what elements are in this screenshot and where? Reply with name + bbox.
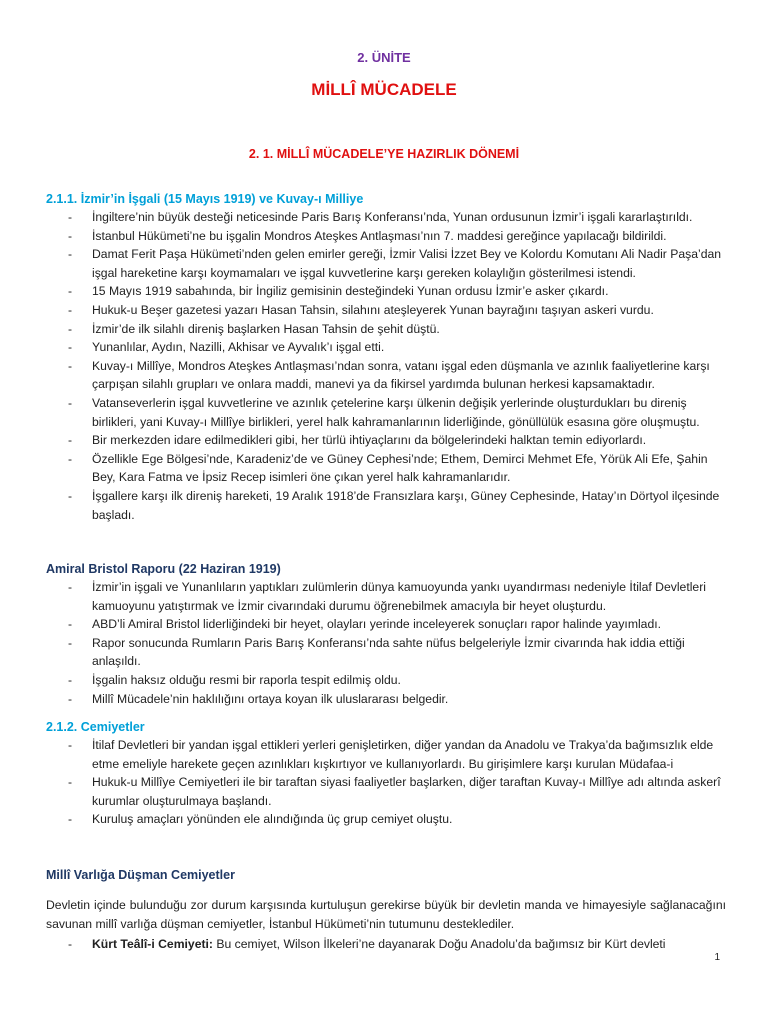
- dash-mark: -: [68, 228, 73, 243]
- list-item-text: Özellikle Ege Bölgesi’nde, Karadeniz’de ve Güney Cephesi’nde; Ethem, Demirci Mehmet Efe, Yörük Ali Efe, Şahin Bey, Kara Fatma ve İpsiz Recep isimleri öne çıkan yerel halk kahramanlarıdır.: [92, 451, 708, 485]
- list-item-text: Hukuk-u Millîye Cemiyetleri ile bir taraftan siyasi faaliyetler başlarken, diğer taraftan Kuvay-ı Millîye adı altında askerî kurumlar oluşturulmaya başlandı.: [92, 775, 721, 808]
- page-number: 1: [714, 952, 720, 963]
- list-item: [46, 578, 726, 615]
- list-item: [46, 245, 726, 282]
- dash-mark: -: [68, 284, 73, 299]
- dash-mark: -: [68, 395, 73, 410]
- list-item-text: İstanbul Hükümeti’ne bu işgalin Mondros Ateşkes Antlaşması’nın 7. maddesi gereğince yapılacağı bildirildi.: [92, 228, 667, 243]
- dash-mark: -: [68, 937, 73, 952]
- list-item-text: Bir merkezden idare edilmedikleri gibi, her türlü ihtiyaçlarını da bölgelerindeki halktan temin ediyorlardı.: [92, 433, 647, 448]
- list-item: [46, 935, 726, 954]
- item-bold-label: Kürt Teâlî-i Cemiyeti:: [92, 937, 213, 952]
- unit-label: 2. ÜNİTE: [357, 50, 411, 65]
- section-title: 2. 1. MİLLÎ MÜCADELE’YE HAZIRLIK DÖNEMİ: [248, 147, 520, 161]
- list-item: [46, 773, 726, 810]
- dash-mark: -: [68, 302, 73, 317]
- section-cemiyetler: [46, 720, 726, 829]
- list-item: [46, 208, 726, 227]
- list-dusman-cemiyetler: [46, 935, 726, 954]
- heading-izmir: 2.1.1. İzmir’in İşgali (15 Mayıs 1919) ve Kuvay-ı Milliye: [46, 192, 364, 206]
- dash-mark: -: [68, 433, 73, 448]
- heading-dusman-cemiyetler: Millî Varlığa Düşman Cemiyetler: [46, 868, 235, 882]
- list-item: [46, 810, 726, 829]
- list-item: [46, 634, 726, 671]
- heading-cemiyetler: 2.1.2. Cemiyetler: [46, 720, 145, 734]
- dash-mark: -: [68, 488, 73, 503]
- section-dusman-cemiyetler: [46, 868, 726, 954]
- dash-mark: -: [68, 358, 73, 373]
- heading-bristol: Amiral Bristol Raporu (22 Haziran 1919): [46, 562, 281, 576]
- list-item-text: Hukuk-u Beşer gazetesi yazarı Hasan Tahsin, silahını ateşleyerek Yunan bayrağını taşıyan askeri vurdu.: [92, 302, 654, 317]
- list-item: [46, 301, 726, 320]
- list-item-text: 15 Mayıs 1919 sabahında, bir İngiliz gemisinin desteğindeki Yunan ordusu İzmir’e asker çıkardı.: [92, 284, 609, 299]
- dash-mark: -: [68, 672, 73, 687]
- dash-mark: -: [68, 635, 73, 650]
- list-item-text: İtilaf Devletleri bir yandan işgal ettikleri yerleri genişletirken, diğer yandan da Anadolu ve Trakya’da bağımsızlık elde etme emeliyle harekete geçen azınlıkları kışkırtıyor ve kullanıyorlardı. Bu girişimlere karşı kurulan Müdafaa-i: [92, 738, 714, 771]
- dash-mark: -: [68, 691, 73, 706]
- list-item-text: Rapor sonucunda Rumların Paris Barış Konferansı’nda sahte nüfus belgeleriyle İzmir civarında hak iddia ettiği anlaşıldı.: [92, 635, 685, 669]
- dash-mark: -: [68, 321, 73, 336]
- dash-mark: -: [68, 738, 73, 752]
- dash-mark: -: [68, 451, 73, 466]
- list-item-text: Kuruluş amaçları yönünden ele alındığında üç grup cemiyet oluştu.: [92, 812, 453, 827]
- list-item-text: İşgalin haksız olduğu resmi bir raporla tespit edilmiş oldu.: [92, 672, 401, 687]
- paragraph-dusman-cemiyetler: Devletin içinde bulunduğu zor durum karşısında kurtuluşun gerekirse büyük bir devletin manda ve himayesiyle sağlanacağını savunan millî varlığa düşman cemiyetler, İstanbul Hükümeti’nin tutumunu desteklediler.: [46, 898, 726, 931]
- list-item-text: ABD’li Amiral Bristol liderliğindeki bir heyet, olayları yerinde inceleyerek sonuçları rapor halinde yayımladı.: [92, 617, 662, 632]
- list-item: [46, 227, 726, 246]
- list-bristol: [46, 578, 726, 708]
- dash-mark: -: [68, 775, 73, 790]
- list-item-text: İşgallere karşı ilk direniş hareketi, 19 Aralık 1918’de Fransızlara karşı, Güney Cephesinde, Hatay’ın Dörtyol ilçesinde başladı.: [92, 488, 720, 522]
- section-bristol: [46, 562, 726, 708]
- list-item-text: Kuvay-ı Millîye, Mondros Ateşkes Antlaşması’ndan sonra, vatanı işgal eden düşmanla ve azınlık faaliyetlerine karşı çarpışan silahlı grupları ve onlara maddi, manevi ya da fikirsel yardımda bulunan herkesi kapsamaktadır.: [92, 358, 710, 392]
- list-izmir: [46, 208, 726, 524]
- list-item: [46, 671, 726, 690]
- list-item-text: Yunanlılar, Aydın, Nazilli, Akhisar ve Ayvalık’ı işgal etti.: [92, 340, 385, 355]
- list-item-text: İzmir’in işgali ve Yunanlıların yaptıkları zulümlerin dünya kamuoyunda yankı uyandırması nedeniyle İtilaf Devletleri kamuoyunu yatıştırmak ve İzmir civarındaki durumu öğrenebilmek amacıyla bir heyet oluşturdu.: [92, 580, 706, 613]
- list-item: [46, 320, 726, 339]
- list-item-text: Millî Mücadele’nin haklılığını ortaya koyan ilk uluslararası belgedir.: [92, 691, 449, 706]
- list-item: [46, 736, 726, 773]
- section-izmir: [46, 192, 726, 524]
- list-item: [46, 450, 726, 487]
- item-text: Bu cemiyet, Wilson İlkeleri’ne dayanarak Doğu Anadolu’da bağımsız bir Kürt devleti: [213, 937, 666, 952]
- dash-mark: -: [68, 340, 73, 355]
- dash-mark: -: [68, 812, 73, 827]
- dash-mark: -: [68, 247, 73, 262]
- dash-mark: -: [68, 617, 73, 632]
- list-item-text: İngiltere’nin büyük desteği neticesinde Paris Barış Konferansı’nda, Yunan ordusunun İzmir’i işgali kararlaştırıldı.: [92, 210, 693, 224]
- list-item: [46, 487, 726, 524]
- list-item-text: Damat Ferit Paşa Hükümeti’nden gelen emirler gereği, İzmir Valisi İzzet Bey ve Kolordu Komutanı Ali Nadir Paşa’dan işgal hareketine karşı koymamaları ve işgal kuvvetlerine karşı gereken kolaylığın gösterilmesi istendi.: [92, 247, 722, 280]
- dash-mark: -: [68, 210, 73, 224]
- dash-mark: -: [68, 580, 73, 594]
- list-cemiyetler: [46, 736, 726, 829]
- main-title: MİLLÎ MÜCADELE: [311, 80, 457, 99]
- list-item: [46, 394, 726, 431]
- list-item: [46, 338, 726, 357]
- list-item: [46, 615, 726, 634]
- list-item: [46, 282, 726, 301]
- list-item: [46, 690, 726, 709]
- list-item-text: İzmir’de ilk silahlı direniş başlarken Hasan Tahsin de şehit düştü.: [92, 321, 440, 336]
- list-item: [46, 431, 726, 450]
- list-item-text: Vatanseverlerin işgal kuvvetlerine ve azınlık çetelerine karşı ülkenin değişik yerlerinde oluşturdukları bu direniş birlikleri, yani Kuvay-ı Millîye birlikleri, yerel halk kahramanlarının liderliğinde, gönüllülük esasına göre oluşmuştu.: [92, 395, 700, 429]
- list-item: [46, 357, 726, 394]
